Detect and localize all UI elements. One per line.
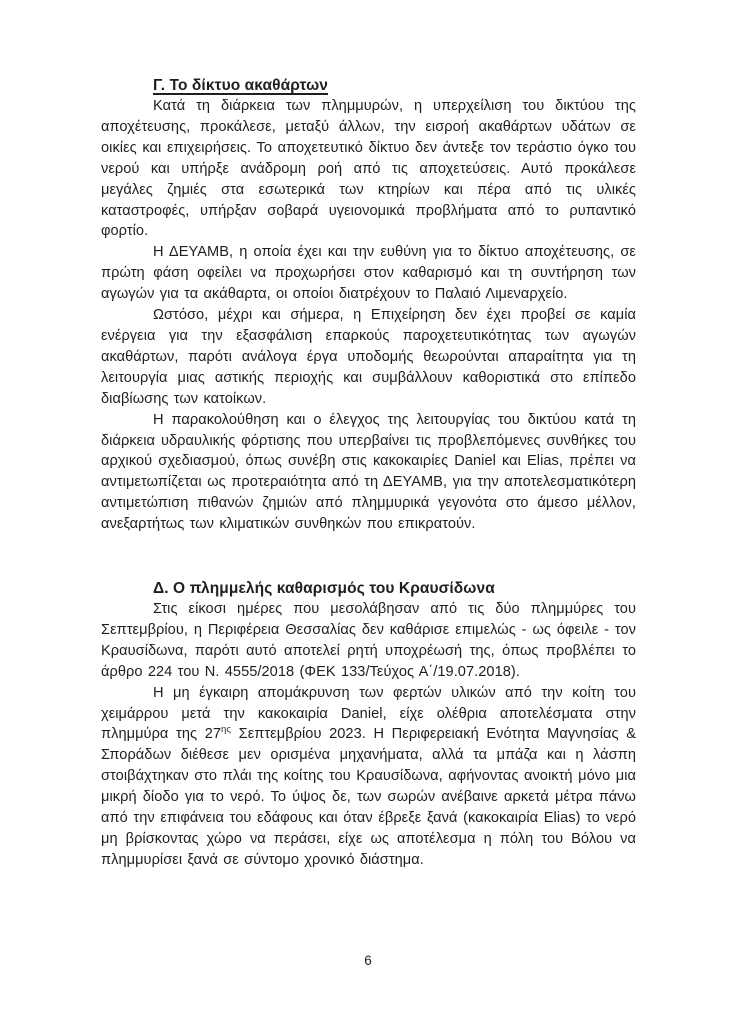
section-c-paragraph-4: Η παρακολούθηση και ο έλεγχος της λειτουργίας του δικτύου κατά τη διάρκεια υδραυλικής φόρτισης που υπερβαίνει τις προβλεπόμενες συνθήκες του αρχικού σχεδιασμού, όπως συνέβη στις κακοκαιρίες Daniel και Elias, πρέπει να αντιμετωπίζεται ως προτεραιότητα από τη ΔΕΥΑΜΒ, για την αποτελεσματικότερη αντιμετώπιση πιθανών ζημιών από πλημμυρικά γεγονότα στο άμεσο μέλλον, ανεξαρτήτως των κλιματικών συνθηκών που επικρατούν.: [101, 411, 636, 533]
section-c-paragraph-3: Ωστόσο, μέχρι και σήμερα, η Επιχείρηση δεν έχει προβεί σε καμία ενέργεια για την εξασφάλιση επαρκούς παροχετευτικότητας των αγωγών ακαθάρτων, παρότι ανάλογα έργα υποδομής θεωρούνται απαραίτητα για τη λειτουργία μιας αστικής περιοχής και συμβάλλουν καθοριστικά στο επίπεδο διαβίωσης των κατοίκων.: [101, 307, 636, 407]
section-d-paragraph-2-text-end: Σεπτεμβρίου 2023. Η Περιφερειακή Ενότητα Μαγνησίας & Σποράδων διέθεσε μεν ορισμένα μηχανήματα, αλλά τα μπάζα και η λάσπη στοιβάχτηκαν στο πλάι της κοίτης του Κραυσίδωνα, αφήνοντας ανοικτή μόνο μια μικρή δίοδο για το νερό. Το ύψος δε, των σωρών ανέβαινε αρκετά μέτρα πάνω από την επιφάνεια του εδάφους και όταν έβρεξε ξανά (κακοκαιρία Elias) το νερό μη βρίσκοντας χώρο να περάσει, είχε ως αποτέλεσμα η πόλη του Βόλου να πλημμυρίσει ξανά σε σύντομο χρονικό διάστημα.: [101, 726, 636, 868]
page-number: 6: [364, 953, 372, 968]
section-c-paragraph-2: Η ΔΕΥΑΜΒ, η οποία έχει και την ευθύνη για το δίκτυο αποχέτευσης, σε πρώτη φάση οφείλει να προχωρήσει στον καθαρισμό και τη συντήρηση των αγωγών για τα ακάθαρτα, οι οποίοι διατρέχουν το Παλαιό Λιμεναρχείο.: [101, 244, 636, 303]
section-c-heading: Γ. Το δίκτυο ακαθάρτων: [153, 77, 329, 94]
section-c-paragraph-1: Κατά τη διάρκεια των πλημμυρών, η υπερχείλιση του δικτύου της αποχέτευσης, προκάλεσε, μεταξύ άλλων, την εισροή ακαθάρτων υδάτων σε οικίες και επιχειρήσεις. Το αποχετευτικό δίκτυο δεν άντεξε τον τεράστιο όγκο του νερού και υπήρξε ανάδρομη ροή από τις αποχετεύσεις. Αυτό προκάλεσε μεγάλες ζημιές στα εσωτερικά των κτηρίων και πέρα από τις υλικές καταστροφές, υπήρξαν σοβαρά υγειονομικά προβλήματα από το ρυπαντικό φορτίο.: [101, 98, 636, 240]
section-d-paragraph-1: Στις είκοσι ημέρες που μεσολάβησαν από τις δύο πλημμύρες του Σεπτεμβρίου, η Περιφέρεια Θεσσαλίας δεν καθάρισε επιμελώς - ως όφειλε - τον Κραυσίδωνα, παρότι αυτό αποτελεί ρητή υποχρέωσή της, όπως προβλέπει το άρθρο 224 του Ν. 4555/2018 (ΦΕΚ 133/Τεύχος Α΄/19.07.2018).: [101, 601, 636, 680]
ordinal-superscript: ης: [221, 724, 232, 736]
section-d-heading: Δ. Ο πλημμελής καθαρισμός του Κραυσίδωνα: [153, 580, 495, 598]
section-c: [101, 75, 636, 535]
section-d: [101, 578, 636, 871]
section-d-paragraph-2-text-start: Η μη έγκαιρη απομάκρυνση των φερτών υλικών από την κοίτη του χειμάρρου μετά την κακοκαιρία Daniel, είχε ολέθρια αποτελέσματα στην πλημμύρα της 27: [101, 684, 636, 743]
section-d-paragraph-2: [101, 683, 636, 871]
